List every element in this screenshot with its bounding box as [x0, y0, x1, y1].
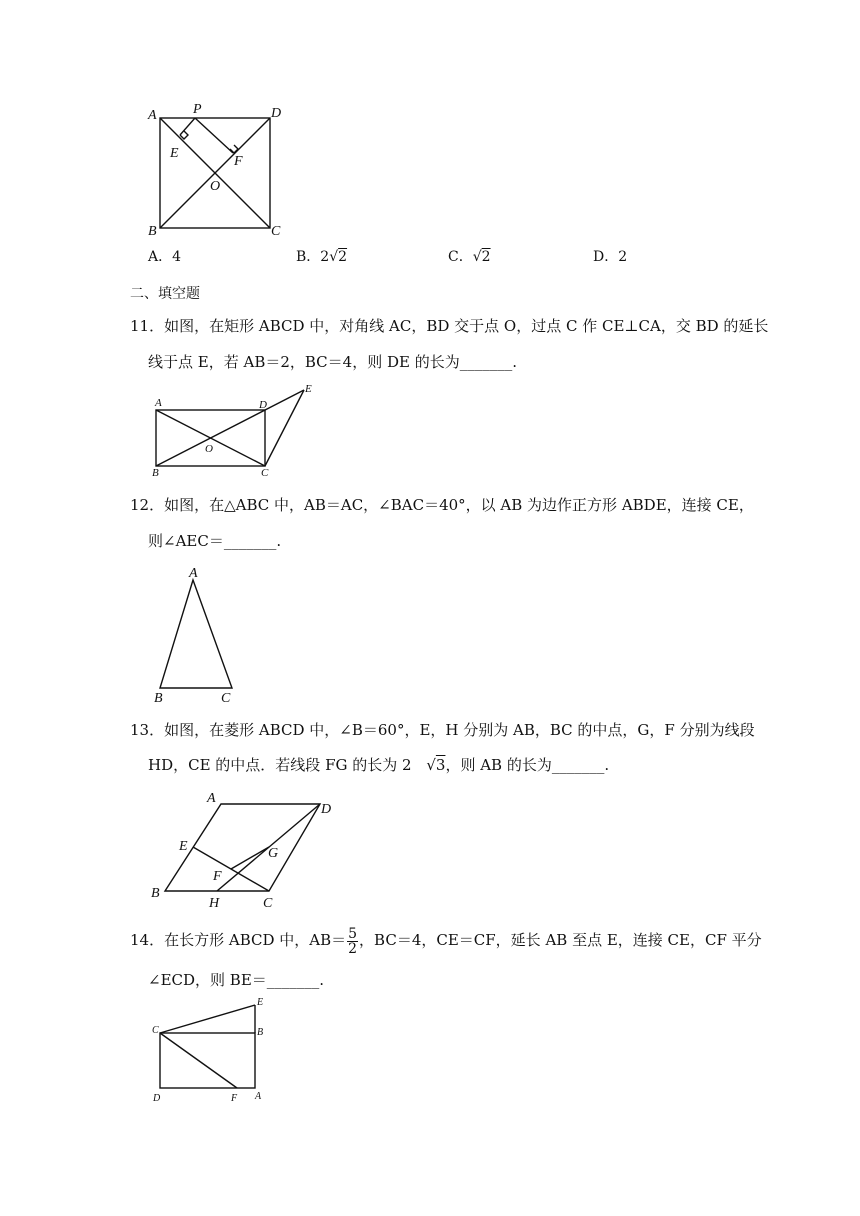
segment-ce — [265, 390, 304, 466]
label-c: C — [261, 467, 269, 479]
option-a: A．4 — [148, 249, 182, 265]
q11-line2: 线于点 E，若 AB＝2，BC＝4，则 DE 的长为_______. — [148, 353, 517, 371]
figure-q12 — [145, 562, 255, 707]
figure-q11 — [145, 380, 325, 480]
label-f: F — [213, 869, 222, 884]
label-o: O — [205, 443, 213, 455]
label-b: B — [148, 224, 157, 239]
label-f: F — [234, 154, 243, 169]
label-e: E — [305, 383, 312, 395]
label-b: B — [151, 886, 160, 901]
label-c: C — [152, 1025, 159, 1036]
label-b: B — [154, 691, 163, 706]
label-c: C — [263, 896, 273, 910]
section-heading: 二、填空题 — [130, 286, 200, 302]
label-a: A — [255, 1091, 262, 1102]
label-c: C — [221, 691, 231, 706]
label-b: B — [152, 467, 159, 479]
q14-line2: ∠ECD，则 BE＝_______. — [148, 971, 325, 989]
q12-line1: 12．如图，在△ABC 中，AB＝AC，∠BAC＝40°，以 AB 为边作正方形 ABDE，连接 CE， — [130, 496, 754, 514]
q11-line1: 11．如图，在矩形 ABCD 中，对角线 AC，BD 交于点 O，过点 C 作 CE⊥CA，交 BD 的延长 — [130, 317, 769, 335]
segment-pf — [195, 118, 233, 153]
option-b: B．2√2 — [296, 249, 348, 265]
fraction-ab: $\frac{5}{2}$ — [348, 925, 358, 957]
label-a: A — [189, 566, 198, 581]
label-f: F — [231, 1093, 238, 1104]
right-angle-e — [180, 131, 188, 139]
label-a: A — [207, 791, 216, 806]
label-p: P — [193, 102, 202, 117]
segment-cf — [160, 1033, 237, 1088]
option-d: D．2 — [593, 249, 628, 265]
rectangle-cbad — [160, 1033, 255, 1088]
label-b: B — [257, 1027, 264, 1038]
segment-ce — [160, 1005, 255, 1033]
label-e: E — [170, 146, 179, 161]
figure-q13 — [145, 785, 345, 910]
q13-line1: 13．如图，在菱形 ABCD 中，∠B＝60°，E，H 分别为 AB，BC 的中点，G，F 分别为线段 — [130, 721, 755, 739]
label-a: A — [155, 397, 162, 409]
label-a: A — [148, 108, 157, 123]
segment-fg — [231, 847, 269, 869]
q13-line2: HD，CE 的中点．若线段 FG 的长为 2 √3，则 AB 的长为_______. — [148, 756, 610, 774]
rhombus-abcd — [165, 804, 320, 891]
label-e: E — [179, 839, 188, 854]
label-d: D — [271, 106, 282, 121]
label-d: D — [153, 1093, 161, 1104]
figure-q14 — [145, 995, 275, 1110]
sqrt-symbol: √ — [426, 756, 436, 774]
figure-q10 — [140, 95, 300, 245]
q14-line1: 14．在长方形 ABCD 中，AB＝ $\frac{5}{2}$ ，BC＝4，CE＝CF，延长 AB 至点 E，连接 CE，CF 平分 — [130, 925, 762, 957]
option-c: C．√2 — [448, 249, 491, 265]
label-h: H — [209, 896, 220, 910]
label-g: G — [268, 846, 279, 861]
q12-line2: 则∠AEC＝_______. — [148, 532, 282, 550]
label-o: O — [210, 179, 221, 194]
label-d: D — [259, 399, 267, 411]
sqrt-symbol: √ — [329, 249, 339, 265]
sqrt-symbol: √ — [472, 249, 482, 265]
label-d: D — [321, 802, 332, 817]
label-e: E — [257, 997, 264, 1008]
line-be — [156, 390, 304, 466]
triangle-abc — [160, 580, 232, 688]
label-c: C — [271, 224, 281, 239]
segment-pe — [180, 118, 195, 135]
